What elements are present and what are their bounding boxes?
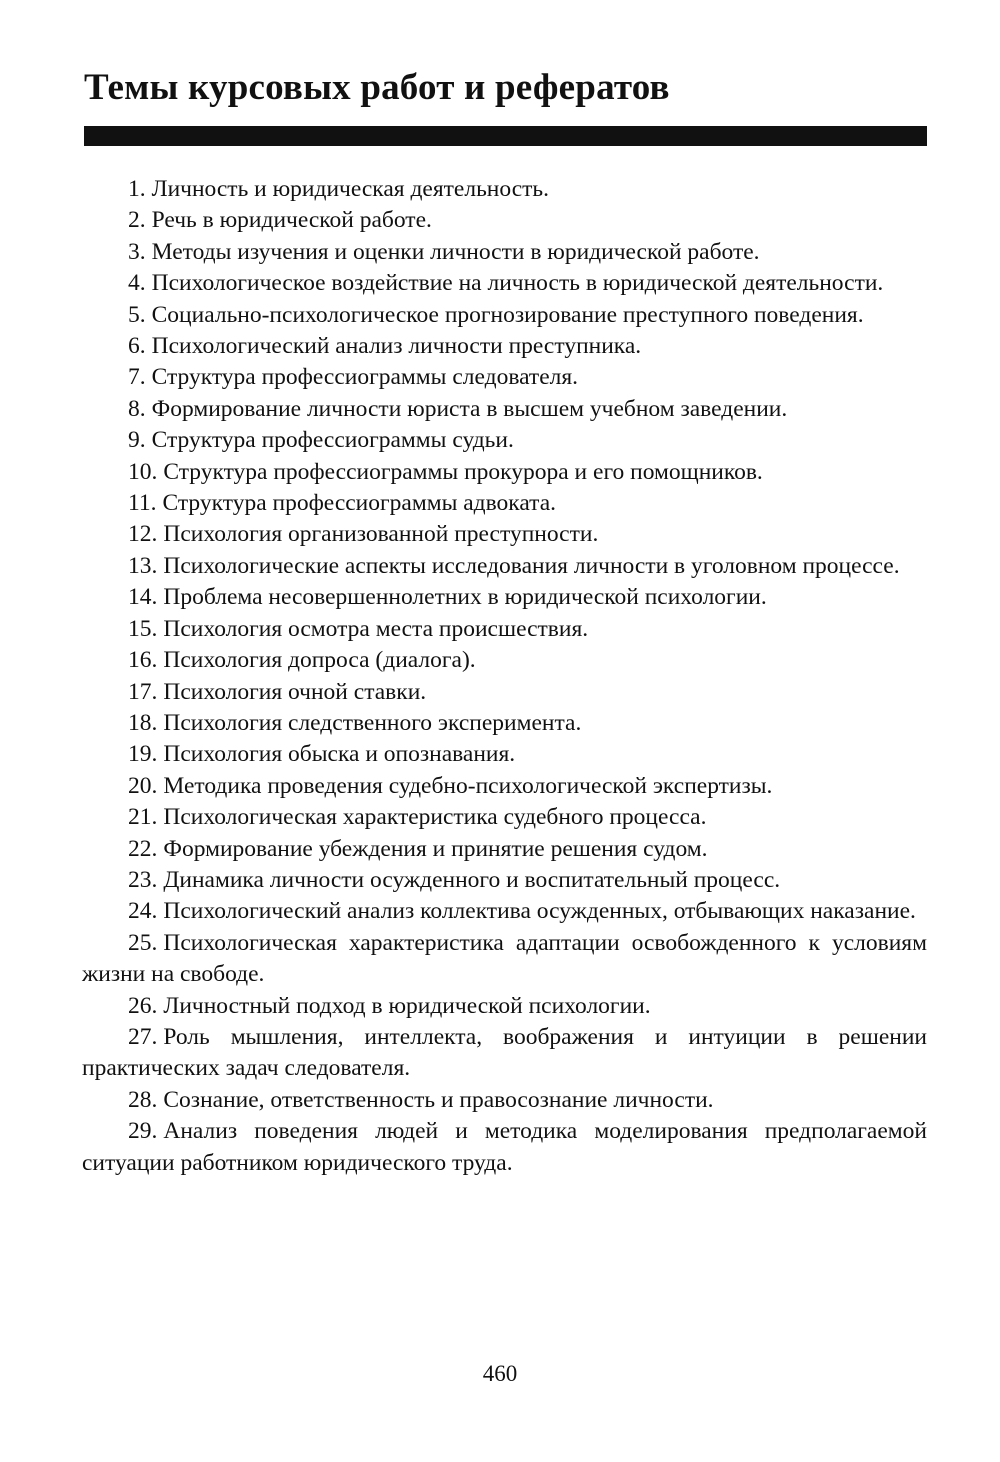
topic-number: 6. (128, 333, 146, 360)
topic-item (82, 708, 927, 739)
topic-item (82, 1085, 927, 1116)
topic-number: 14. (128, 584, 158, 611)
topic-number: 13. (128, 552, 158, 579)
topic-text: Психология очной ставки. (163, 678, 427, 705)
topic-item (82, 362, 927, 393)
topic-item (82, 425, 927, 456)
topic-item (82, 582, 927, 613)
topic-number: 25. (128, 929, 158, 956)
topic-number: 5. (128, 301, 146, 328)
topic-item (82, 1116, 927, 1179)
topic-number: 1. (128, 176, 146, 202)
topic-text: Психология осмотра места происшествия. (163, 615, 589, 642)
topic-item (82, 991, 927, 1022)
topic-item (82, 488, 927, 519)
topic-text: Динамика личности осужденного и воспитательный процесс. (163, 866, 781, 893)
topic-text: Роль мышления, интеллекта, воображения и интуиции в решении практических задач следователя. (82, 1023, 927, 1082)
topic-text: Психологическая характеристика судебного процесса. (163, 804, 707, 831)
topic-number: 8. (128, 395, 146, 422)
topic-item (82, 928, 927, 991)
topic-item (82, 457, 927, 488)
topic-text: Психологическое воздействие на личность в юридической деятельности. (151, 270, 884, 297)
topic-text: Методика проведения судебно-психологической экспертизы. (163, 772, 773, 799)
topic-number: 3. (128, 238, 146, 265)
topic-number: 10. (128, 458, 158, 485)
topic-number: 23. (128, 866, 158, 893)
topic-item (82, 237, 927, 268)
topic-text: Проблема несовершеннолетних в юридической психологии. (163, 584, 767, 611)
page-number: 460 (482, 1361, 518, 1386)
topic-item (82, 394, 927, 425)
topic-text: Психологические аспекты исследования личности в уголовном процессе. (163, 552, 900, 579)
topic-number: 28. (128, 1086, 158, 1113)
topic-text: Методы изучения и оценки личности в юридической работе. (151, 238, 760, 265)
topic-text: Психология допроса (диалога). (163, 647, 476, 674)
topic-text: Анализ поведения людей и методика моделирования предполагаемой ситуации работником юридического труда. (82, 1118, 927, 1176)
topic-item (82, 896, 927, 927)
topic-number: 11. (128, 490, 157, 517)
topic-number: 19. (128, 741, 158, 768)
topic-text: Речь в юридической работе. (151, 207, 432, 234)
topic-text: Психология организованной преступности. (163, 521, 599, 548)
topic-number: 26. (128, 992, 158, 1019)
topic-number: 4. (128, 270, 146, 297)
topic-item (82, 268, 927, 299)
topic-number: 16. (128, 647, 158, 674)
topic-text: Формирование убеждения и принятие решения судом. (163, 835, 708, 862)
topic-text: Структура профессиограммы адвоката. (162, 490, 557, 517)
topic-text: Психологический анализ коллектива осужденных, отбывающих наказание. (163, 898, 916, 925)
topic-item (82, 677, 927, 708)
topic-text: Социально-психологическое прогнозирование преступного поведения. (151, 301, 864, 328)
topic-text: Структура профессиограммы следователя. (151, 364, 579, 391)
topic-item (82, 771, 927, 802)
topic-item (82, 865, 927, 896)
topic-item (82, 739, 927, 770)
topic-item (82, 205, 927, 236)
topic-text: Сознание, ответственность и правосознание личности. (163, 1086, 714, 1113)
topic-item (82, 645, 927, 676)
topic-number: 18. (128, 709, 158, 736)
topic-number: 21. (128, 804, 158, 831)
topic-number: 20. (128, 772, 158, 799)
topic-number: 2. (128, 207, 146, 234)
topic-item (82, 834, 927, 865)
topics-list (82, 174, 927, 1179)
topic-number: 9. (128, 427, 146, 454)
topic-item (82, 174, 927, 205)
topic-number: 15. (128, 615, 158, 642)
topic-item (82, 802, 927, 833)
topic-text: Структура профессиограммы судьи. (151, 427, 514, 454)
page-title: Темы курсовых работ и рефератов (84, 67, 670, 108)
topic-item (82, 614, 927, 645)
topic-number: 27. (128, 1023, 158, 1050)
topic-text: Психологическая характеристика адаптации освобожденного к условиям жизни на свободе. (82, 929, 927, 988)
topic-item (82, 519, 927, 550)
topic-item (82, 331, 927, 362)
topic-number: 22. (128, 835, 158, 862)
topic-text: Личностный подход в юридической психологии. (163, 992, 651, 1019)
topic-number: 29. (128, 1118, 158, 1145)
topic-text: Личность и юридическая деятельность. (151, 176, 550, 202)
topic-item (82, 300, 927, 331)
topic-number: 17. (128, 678, 158, 705)
topic-item (82, 551, 927, 582)
topic-text: Формирование личности юриста в высшем учебном заведении. (151, 395, 788, 422)
heading-rule (84, 126, 927, 146)
topic-item (82, 1022, 927, 1085)
topic-text: Психологический анализ личности преступника. (151, 333, 642, 360)
topic-number: 7. (128, 364, 146, 391)
topic-text: Психология следственного эксперимента. (163, 709, 582, 736)
topic-number: 12. (128, 521, 158, 548)
topic-text: Психология обыска и опознавания. (163, 741, 516, 768)
topic-number: 24. (128, 898, 158, 925)
topic-text: Структура профессиограммы прокурора и его помощников. (163, 458, 763, 485)
